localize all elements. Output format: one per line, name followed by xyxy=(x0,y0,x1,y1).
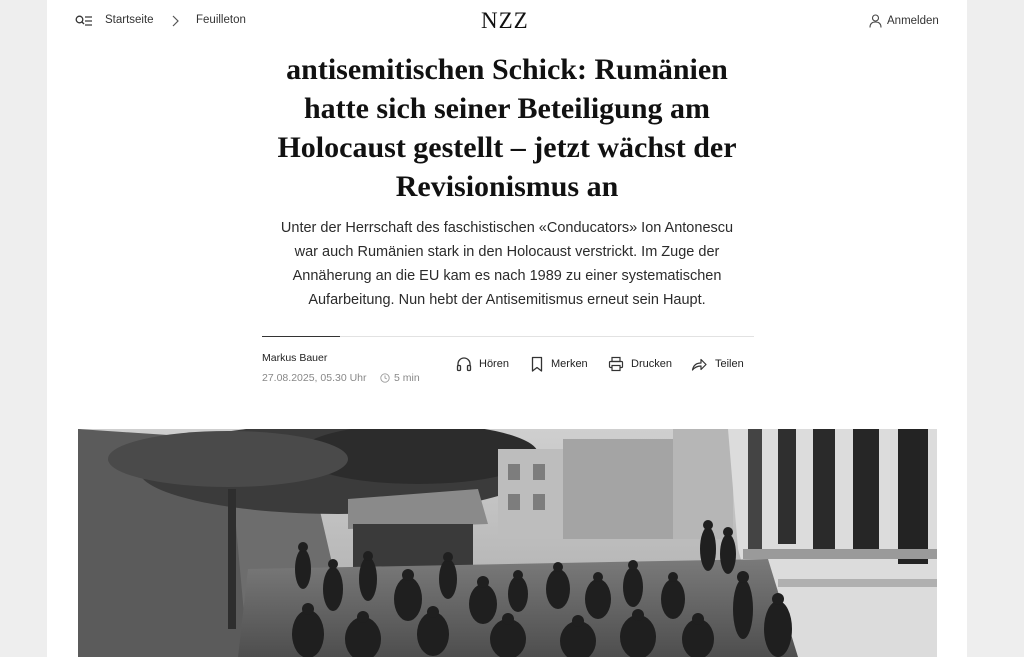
headline-line: hatte sich seiner Beteiligung am xyxy=(303,92,711,125)
listen-label: Hören xyxy=(479,358,509,370)
share-icon xyxy=(691,356,707,372)
headline-line: antisemitischen Schick: Rumänien xyxy=(286,53,728,86)
author-link[interactable]: Markus Bauer xyxy=(262,352,328,364)
read-time: 5 min xyxy=(394,372,420,384)
publish-date: 27.08.2025, 05.30 Uhr xyxy=(262,372,367,384)
headphones-icon xyxy=(456,356,472,372)
headline-line: Revisionismus an xyxy=(395,170,619,203)
lead-line: Unter der Herrschaft des faschistischen «Conducators» Ion Antonescu xyxy=(280,220,734,236)
clock-icon xyxy=(380,373,390,383)
article-page xyxy=(47,0,967,657)
print-label: Drucken xyxy=(631,358,672,370)
article-headline xyxy=(257,50,757,206)
login-link[interactable]: Anmelden xyxy=(887,15,939,27)
bookmark-label: Merken xyxy=(551,358,588,370)
top-navigation xyxy=(47,0,967,44)
user-icon[interactable] xyxy=(869,14,882,28)
site-logo[interactable]: NZZ xyxy=(481,8,529,33)
share-label: Teilen xyxy=(715,358,744,370)
lead-line: Annäherung an die EU kam es nach 1989 zu einer systematischen xyxy=(292,268,722,284)
headline-line: Holocaust gestellt – jetzt wächst der xyxy=(277,131,737,164)
meta-divider xyxy=(340,336,754,337)
lead-line: war auch Rumänien stark in den Holocaust verstrickt. Im Zuge der xyxy=(294,244,720,260)
article-lead-photo xyxy=(78,429,937,657)
bookmark-icon xyxy=(529,356,545,372)
breadcrumb-home-link[interactable]: Startseite xyxy=(105,14,154,26)
article-lead xyxy=(257,216,757,312)
chevron-right-icon xyxy=(171,15,180,27)
printer-icon xyxy=(608,356,624,372)
menu-search-icon[interactable] xyxy=(75,15,92,28)
meta-divider-accent xyxy=(262,336,340,337)
lead-line: Aufarbeitung. Nun hebt der Antisemitismus erneut sein Haupt. xyxy=(308,292,706,308)
breadcrumb-section-link[interactable]: Feuilleton xyxy=(196,14,246,26)
